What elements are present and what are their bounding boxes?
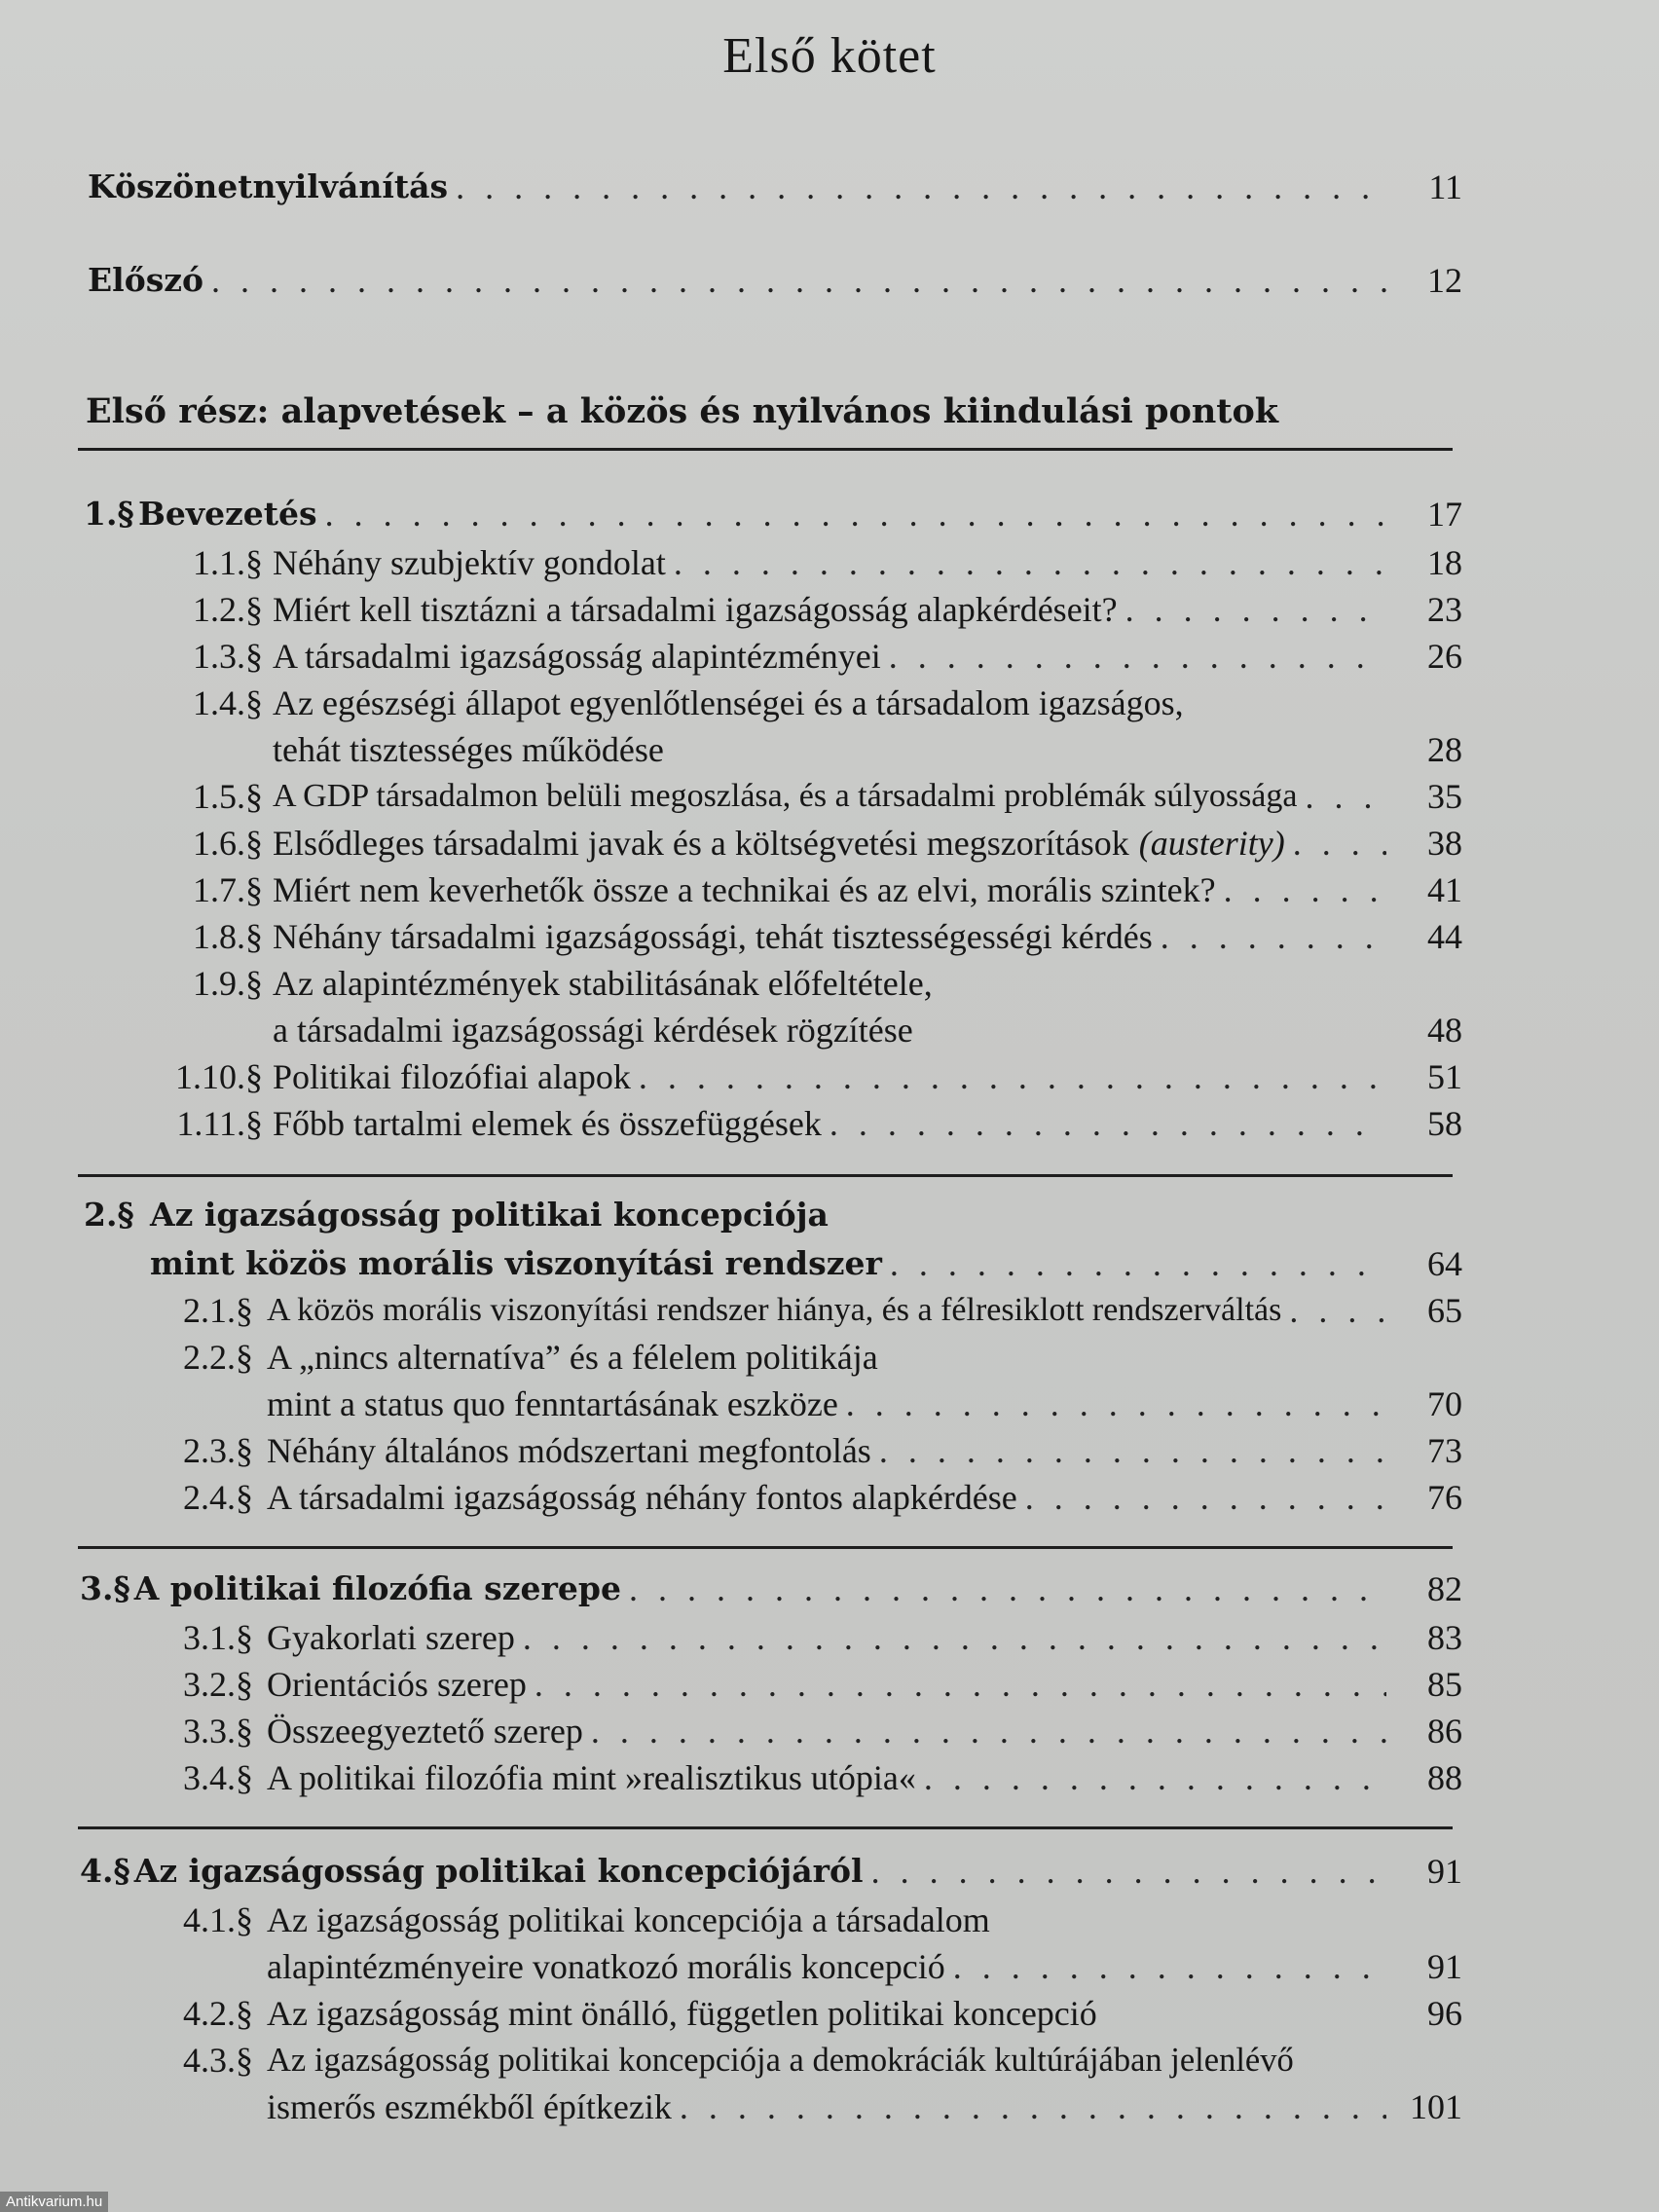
entry-page: 12 — [1427, 261, 1462, 300]
entry-page: 88 — [1427, 1758, 1462, 1797]
section-title: A társadalmi igazságosság néhány fontos alapkérdése — [267, 1478, 1017, 1517]
section-title: Főbb tartalmi elemek és összefüggések — [273, 1104, 822, 1143]
leader-dots — [515, 1616, 1386, 1659]
toc-entry — [146, 537, 1462, 584]
leader-dots — [1153, 915, 1386, 958]
section-title-cont: mint a status quo fenntartásának eszköze — [267, 1384, 838, 1423]
section-number: 1.6.§ — [193, 824, 263, 863]
entry-page: 83 — [1427, 1618, 1462, 1657]
section-title: Gyakorlati szerep — [267, 1618, 515, 1657]
toc-entry — [146, 1895, 1462, 1941]
entry-page: 48 — [1427, 1011, 1462, 1050]
divider — [78, 1826, 1453, 1829]
entry-page: 64 — [1427, 1244, 1462, 1283]
section-number: 1.1.§ — [193, 543, 263, 582]
section-title: Néhány szubjektív gondolat — [273, 543, 666, 582]
section-title: Összeegyeztető szerep — [267, 1712, 583, 1751]
leader-dots — [1281, 1289, 1386, 1332]
section-number: 1.11.§ — [176, 1104, 263, 1143]
toc-entry-cont — [146, 1379, 1462, 1425]
section-title: Az igazságosság politikai koncepciója a társadalom — [267, 1900, 990, 1939]
toc-chapter — [80, 1846, 1462, 1893]
entry-page: 26 — [1427, 637, 1462, 676]
entry-page: 17 — [1427, 495, 1462, 534]
section-number: 1.3.§ — [193, 637, 263, 676]
toc-entry — [146, 958, 1462, 1005]
toc-entry — [146, 1752, 1462, 1799]
entry-page: 91 — [1427, 1947, 1462, 1986]
leader-dots — [631, 1055, 1386, 1098]
section-title: Elsődleges társadalmi javak és a költségvetési megszorítások — [273, 824, 1129, 863]
leader-dots — [881, 635, 1386, 678]
leader-dots — [317, 493, 1386, 535]
toc-entry — [146, 865, 1462, 911]
section-title: Néhány általános módszertani megfontolás — [267, 1431, 871, 1470]
section-title-cont: alapintézményeire vonatkozó morális koncepció — [267, 1947, 945, 1986]
toc-entry — [146, 818, 1462, 865]
leader-dots — [666, 541, 1386, 584]
section-title: Miért nem keverhetők össze a technikai és az elvi, morális szintek? — [273, 870, 1216, 909]
toc-entry — [146, 1425, 1462, 1472]
entry-page: 91 — [1427, 1852, 1462, 1891]
leader-dots — [583, 1710, 1386, 1752]
leader-dots — [882, 1242, 1386, 1285]
section-title-cont: ismerős eszmékből építkezik — [267, 2087, 672, 2126]
section-number: 3.1.§ — [183, 1618, 253, 1657]
section-number: 1.2.§ — [193, 590, 263, 629]
section-title: A GDP társadalmon belüli megoszlása, és a társadalmi problémák súlyossága — [273, 778, 1298, 814]
toc-entry — [146, 584, 1462, 631]
toc-entry — [146, 1472, 1462, 1519]
section-title: Orientációs szerep — [267, 1665, 527, 1704]
section-number: 3.2.§ — [183, 1665, 253, 1704]
entry-page: 41 — [1427, 870, 1462, 909]
leader-dots — [1216, 868, 1386, 911]
section-title: Az igazságosság politikai koncepciója a demokráciák kultúrájában jelenlévő — [267, 2042, 1294, 2079]
section-title: Miért kell tisztázni a társadalmi igazságosság alapkérdéseit? — [273, 590, 1118, 629]
entry-page: 11 — [1428, 167, 1462, 206]
section-title: Néhány társadalmi igazságossági, tehát tisztességességi kérdés — [273, 917, 1153, 956]
entry-page: 58 — [1427, 1104, 1462, 1143]
chapter-number: 3.§ — [80, 1569, 130, 1607]
entry-page: 44 — [1427, 917, 1462, 956]
leader-dots — [527, 1663, 1386, 1706]
toc-entry — [146, 911, 1462, 958]
chapter-title: Az igazságosság politikai koncepciójáról — [133, 1852, 864, 1890]
entry-page: 28 — [1427, 730, 1462, 769]
leader-dots — [945, 1945, 1386, 1988]
section-number: 4.2.§ — [183, 1994, 253, 2033]
divider — [78, 1546, 1453, 1549]
section-number: 2.4.§ — [183, 1478, 253, 1517]
part-heading: Első rész: alapvetések – a közös és nyilvános kiindulási pontok — [86, 391, 1279, 431]
leader-dots — [672, 2085, 1386, 2128]
leader-dots — [621, 1567, 1386, 1610]
divider — [78, 1174, 1453, 1177]
chapter-title: Bevezetés — [138, 495, 317, 533]
section-title: A „nincs alternatíva” és a félelem politikája — [267, 1338, 878, 1377]
toc-entry — [146, 1332, 1462, 1379]
chapter-title: A politikai filozófia szerepe — [133, 1569, 621, 1607]
watermark: Antikvarium.hu — [0, 2192, 108, 2212]
toc-entry — [146, 2035, 1462, 2082]
chapter-number: 2.§ — [84, 1196, 134, 1234]
toc-entry — [146, 1988, 1462, 2035]
section-title-cont: a társadalmi igazságossági kérdések rögzítése — [273, 1011, 913, 1050]
entry-page: 18 — [1427, 543, 1462, 582]
leader-dots — [864, 1850, 1386, 1893]
entry-page: 82 — [1427, 1569, 1462, 1608]
toc-entry-cont — [146, 2082, 1462, 2128]
entry-page: 51 — [1427, 1057, 1462, 1096]
section-title: Az igazságosság mint önálló, független politikai koncepció — [267, 1994, 1097, 2033]
entry-page: 70 — [1427, 1384, 1462, 1423]
entry-page: 73 — [1427, 1431, 1462, 1470]
toc-chapter — [80, 1564, 1462, 1610]
toc-entry — [146, 1051, 1462, 1098]
section-number: 1.10.§ — [175, 1057, 263, 1096]
entry-page: 76 — [1427, 1478, 1462, 1517]
toc-chapter — [84, 489, 1462, 535]
section-number: 4.1.§ — [183, 1900, 253, 1939]
entry-page: 65 — [1427, 1291, 1462, 1330]
leader-dots — [822, 1102, 1386, 1145]
toc-entry — [146, 771, 1462, 818]
toc-entry-front — [88, 255, 1462, 302]
section-number: 2.2.§ — [183, 1338, 253, 1377]
section-number: 2.3.§ — [183, 1431, 253, 1470]
leader-dots — [1285, 822, 1386, 865]
leader-dots — [203, 259, 1386, 302]
section-title: A politikai filozófia mint »realisztikus utópia« — [267, 1758, 916, 1797]
section-number: 3.4.§ — [183, 1758, 253, 1797]
leader-dots — [916, 1756, 1386, 1799]
section-number: 1.8.§ — [193, 917, 263, 956]
entry-page: 86 — [1427, 1712, 1462, 1751]
leader-dots — [1298, 775, 1387, 818]
toc-entry-cont — [146, 724, 1462, 771]
chapter-title-cont: mint közös morális viszonyítási rendszer — [150, 1244, 882, 1282]
toc-entry — [146, 1659, 1462, 1706]
section-number: 2.1.§ — [183, 1291, 253, 1330]
section-title: A közös morális viszonyítási rendszer hiánya, és a félresiklott rendszerváltás — [267, 1292, 1282, 1328]
toc-chapter-cont — [84, 1238, 1462, 1285]
section-title: Politikai filozófiai alapok — [273, 1057, 631, 1096]
section-number: 4.3.§ — [183, 2041, 253, 2080]
leader-dots — [1017, 1476, 1386, 1519]
chapter-number: 1.§ — [84, 495, 134, 533]
section-title-italic: (austerity) — [1138, 824, 1285, 863]
toc-entry-front — [88, 162, 1462, 208]
entry-text: Köszönetnyilvánítás — [88, 167, 449, 205]
section-number: 1.9.§ — [193, 964, 263, 1003]
entry-page: 23 — [1427, 590, 1462, 629]
entry-page: 85 — [1427, 1665, 1462, 1704]
toc-entry — [146, 1706, 1462, 1752]
page-title: Első kötet — [722, 28, 937, 84]
section-number: 1.7.§ — [193, 870, 263, 909]
section-title: A társadalmi igazságosság alapintézményei — [273, 637, 881, 676]
toc-entry-cont — [146, 1005, 1462, 1051]
section-title-cont: tehát tisztességes működése — [273, 730, 664, 769]
toc-chapter — [84, 1190, 1462, 1236]
divider — [78, 448, 1453, 451]
toc-entry — [146, 678, 1462, 724]
section-number: 1.5.§ — [193, 777, 263, 816]
toc-entry — [146, 1098, 1462, 1145]
toc-entry — [146, 631, 1462, 678]
chapter-title: Az igazságosság politikai koncepciója — [150, 1196, 829, 1234]
entry-page: 35 — [1427, 777, 1462, 816]
entry-page: 38 — [1427, 824, 1462, 863]
toc-entry-cont — [146, 1941, 1462, 1988]
entry-text: Előszó — [88, 261, 204, 299]
toc-entry — [146, 1612, 1462, 1659]
section-title: Az alapintézmények stabilitásának előfeltétele, — [273, 964, 933, 1003]
toc-entry — [146, 1285, 1462, 1332]
chapter-number: 4.§ — [80, 1852, 130, 1890]
section-title: Az egészségi állapot egyenlőtlenségei és a társadalom igazságos, — [273, 683, 1184, 722]
leader-dots — [871, 1429, 1386, 1472]
leader-dots — [838, 1382, 1386, 1425]
section-number: 3.3.§ — [183, 1712, 253, 1751]
entry-page: 101 — [1410, 2087, 1462, 2126]
leader-dots — [1118, 588, 1386, 631]
entry-page: 96 — [1427, 1994, 1462, 2033]
leader-dots — [448, 166, 1386, 208]
section-number: 1.4.§ — [193, 683, 263, 722]
